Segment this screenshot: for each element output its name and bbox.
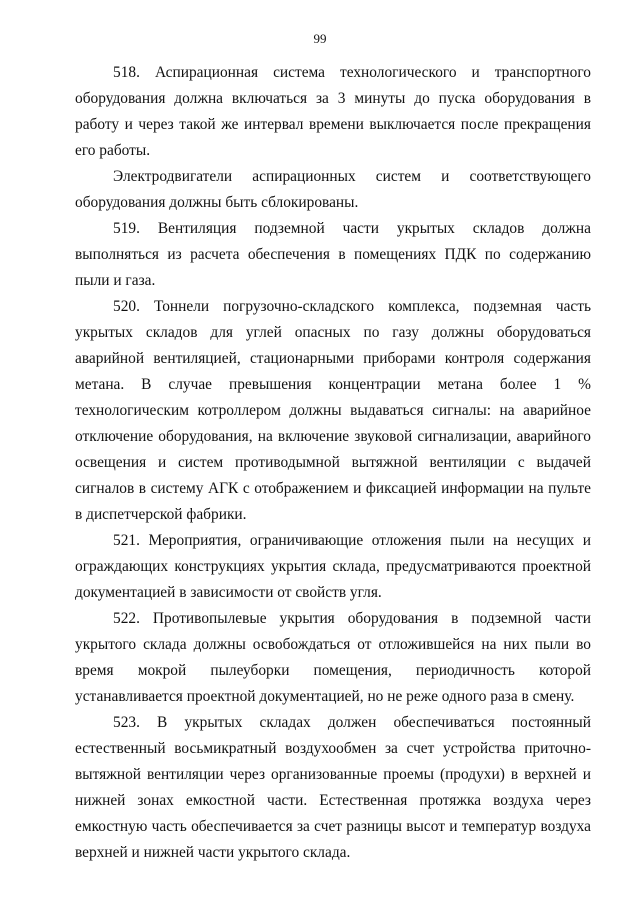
- paragraph-521: 521. Мероприятия, ограничивающие отложения пыли на несущих и ограждающих конструкциях укрытия склада, предусматриваются проектной документацией в зависимости от свойств угля.: [75, 532, 591, 601]
- paragraph-522: 522. Противопылевые укрытия оборудования в подземной части укрытого склада должны освобождаться от отложившейся на них пыли во время мокрой пылеуборки помещения, периодичность которой устанавливается проектной документацией, но не реже одного раза в смену.: [75, 610, 591, 705]
- document-body: [75, 60, 591, 866]
- paragraph-520: 520. Тоннели погрузочно-складского комплекса, подземная часть укрытых складов для углей опасных по газу должны оборудоваться аварийной вентиляцией, стационарными приборами контроля содержания метана. В случае превышения концентрации метана более 1 % технологическим котроллером должны выдаваться сигналы: на аварийное отключение оборудования, на включение звуковой сигнализации, аварийного освещения и систем противодымной вытяжной вентиляции с выдачей сигналов в систему АГК с отображением и фиксацией информации на пульте в диспетчерской фабрики.: [75, 298, 591, 523]
- paragraph-518-electric-motors: Электродвигатели аспирационных систем и соответствующего оборудования должны быть сблокированы.: [75, 168, 591, 211]
- paragraph-523: 523. В укрытых складах должен обеспечиваться постоянный естественный восьмикратный воздухообмен за счет устройства приточно-вытяжной вентиляции через организованные проемы (продухи) в верхней и нижней зонах емкостной части. Естественная протяжка воздуха через емкостную часть обеспечивается за счет разницы высот и температур воздуха верхней и нижней части укрытого склада.: [75, 714, 591, 861]
- page-number: 99: [313, 31, 327, 46]
- paragraph-519: 519. Вентиляция подземной части укрытых складов должна выполняться из расчета обеспечения в помещениях ПДК по содержанию пыли и газа.: [75, 220, 591, 289]
- paragraph-518: 518. Аспирационная система технологического и транспортного оборудования должна включаться за 3 минуты до пуска оборудования в работу и через такой же интервал времени выключается после прекращения его работы.: [75, 64, 591, 159]
